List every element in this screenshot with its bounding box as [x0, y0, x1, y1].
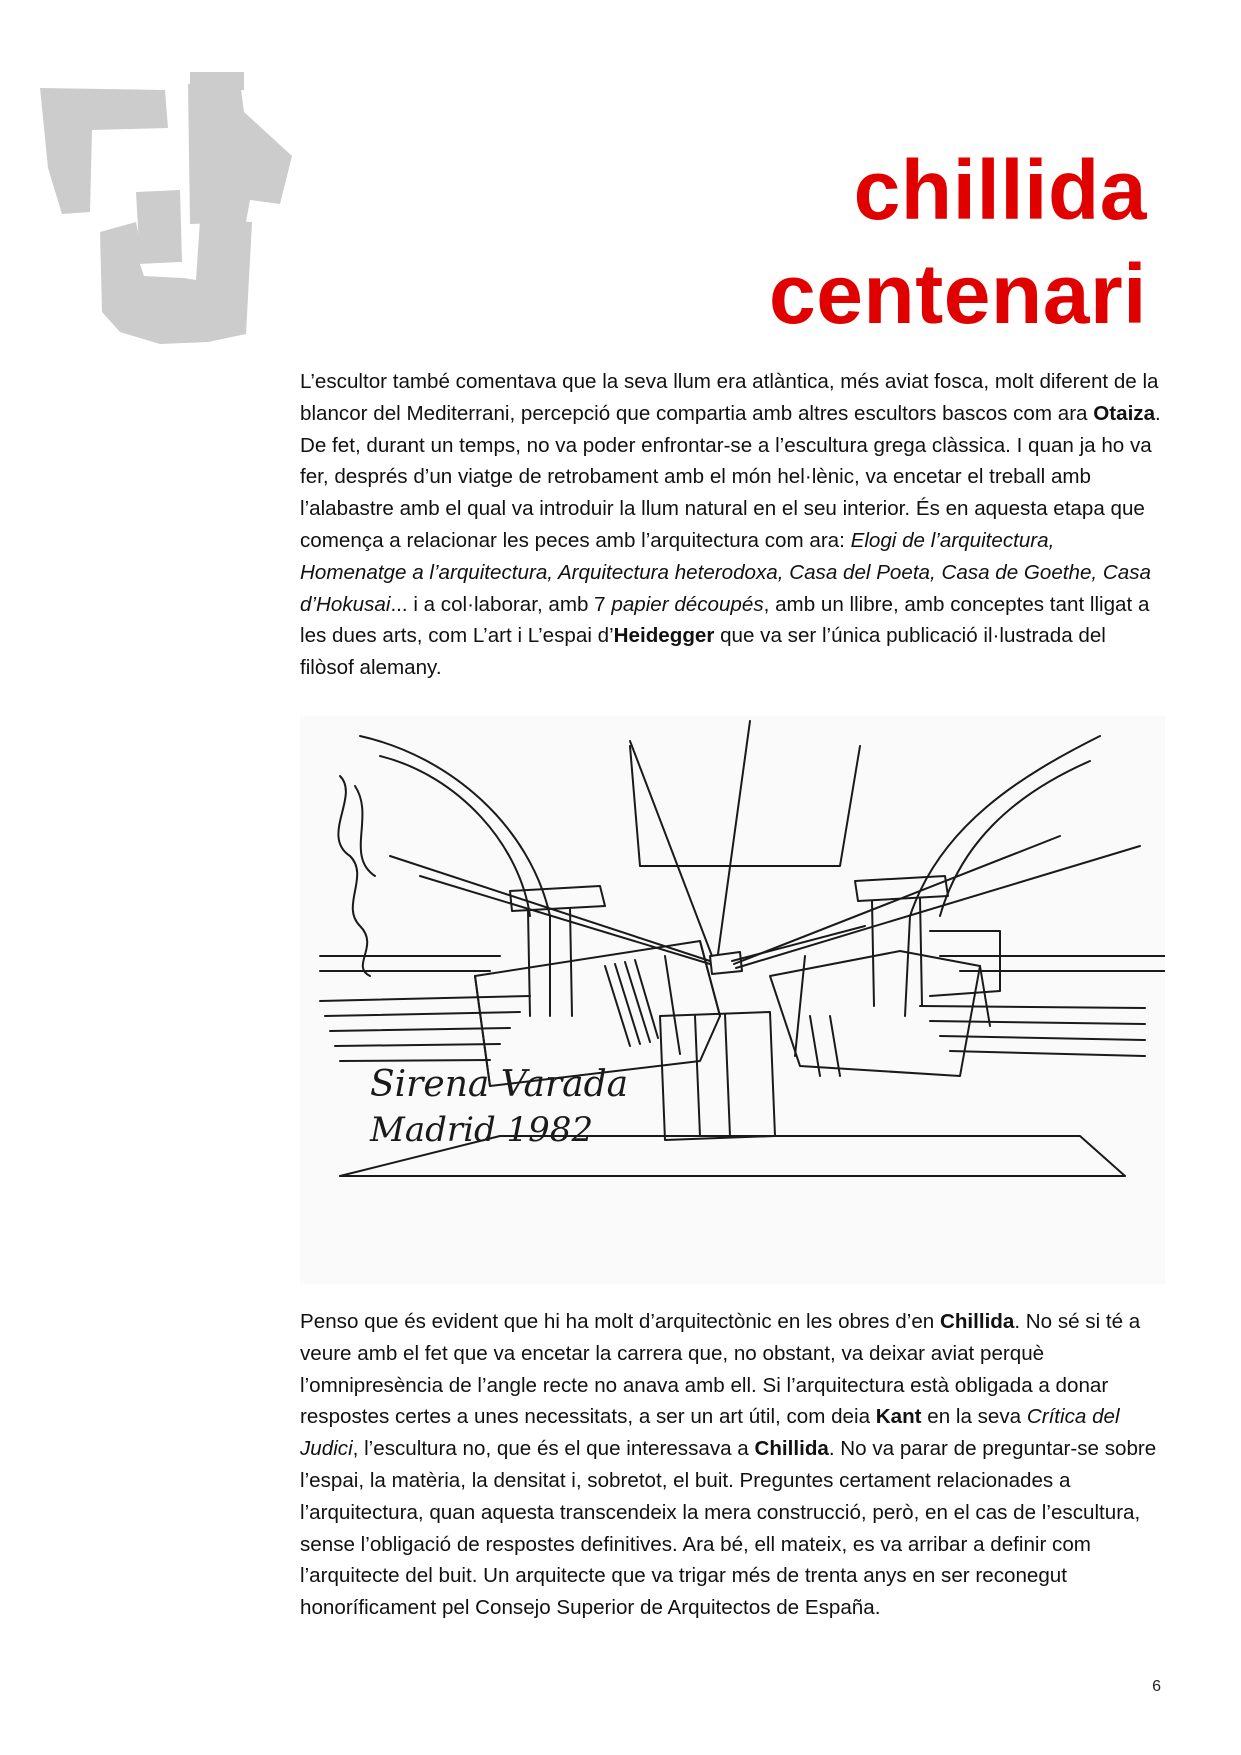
title-line-1: chillida	[853, 143, 1147, 237]
bold-name: Chillida	[754, 1437, 829, 1461]
text-span: ... i a col·laborar, amb 7	[390, 592, 612, 616]
bold-name: Kant	[875, 1405, 922, 1429]
bold-name: Otaiza	[1093, 401, 1156, 425]
text-span: que va ser l’única publicació il·lustrada del filòsof alemany.	[300, 624, 1106, 680]
text-span: en la seva	[921, 1405, 1027, 1429]
italic-work: Crítica del Judici	[300, 1405, 1120, 1461]
text-span: L’escultor també comentava que la seva llum era atlàntica, més aviat fosca, molt diferent de la blancor del Mediterrani, percepció que compartia amb altres escultors bascos com ara	[300, 370, 1159, 425]
text-span: . De fet, durant un temps, no va poder enfrontar-se a l’escultura grega clàssica. I quan ja ho va fer, després d’un viatge de retrobament amb el món hel·lènic, va encetar el treball amb l’alabastre amb el qual va introduir la llum natural en el seu interior. És en aquesta etapa que comença a relacionar les peces amb l’arquitectura com ara:	[300, 401, 1161, 552]
text-span: . No sé si té a veure amb el fet que va encetar la carrera que, no obstant, va deixar aviat perquè l’omnipresència de l’angle recte no anava amb ell. Si l’arquitectura està obligada a donar respostes certes a unes necessitats, a ser un art útil, com deia	[300, 1310, 1141, 1429]
architectural-sketch-icon	[300, 716, 1165, 1284]
paragraph-2	[300, 1306, 1165, 1624]
handwritten-place-date: Madrid 1982	[370, 1110, 594, 1150]
paragraph-1	[300, 366, 1165, 684]
text-span: . No va parar de preguntar-se sobre l’espai, la matèria, la densitat i, sobretot, el buit. Preguntes certament relacionades a l’arquitectura, quan aquesta transcendeix la mera construcció, però, en el cas de l’escultura, sense l’obligació de respostes definitives. Ara bé, ell mateix, es va arribar a definir com l’arquitecte del buit. Un arquitecte que va trigar més de trenta anys en ser reconegut honoríficament pel Consejo Superior de Arquitectos de España.	[300, 1437, 1157, 1620]
bold-name: Heidegger	[613, 624, 715, 648]
text-span: , l’escultura no, que és el que interessava a	[352, 1437, 755, 1461]
bold-name: Chillida	[939, 1310, 1015, 1333]
chillida-logo-icon	[40, 72, 310, 344]
text-span: , amb un llibre, amb conceptes tant lligat a les dues arts, com L’art i L’espai d’	[300, 592, 1150, 648]
page-number: 6	[1152, 1678, 1161, 1695]
italic-works: Elogi de l’arquitectura, Homenatge a l’arquitectura, Arquitectura heterodoxa, Casa del Poeta, Casa de Goethe, Casa d’Hokusai	[300, 528, 1151, 616]
italic-term: papier découpés	[611, 592, 764, 616]
title-line-2: centenari	[769, 247, 1147, 341]
page-title	[769, 138, 1147, 346]
handwritten-title: Sirena Varada	[370, 1064, 629, 1105]
text-span: Penso que és evident que hi ha molt d’arquitectònic en les obres d’en	[300, 1310, 940, 1333]
